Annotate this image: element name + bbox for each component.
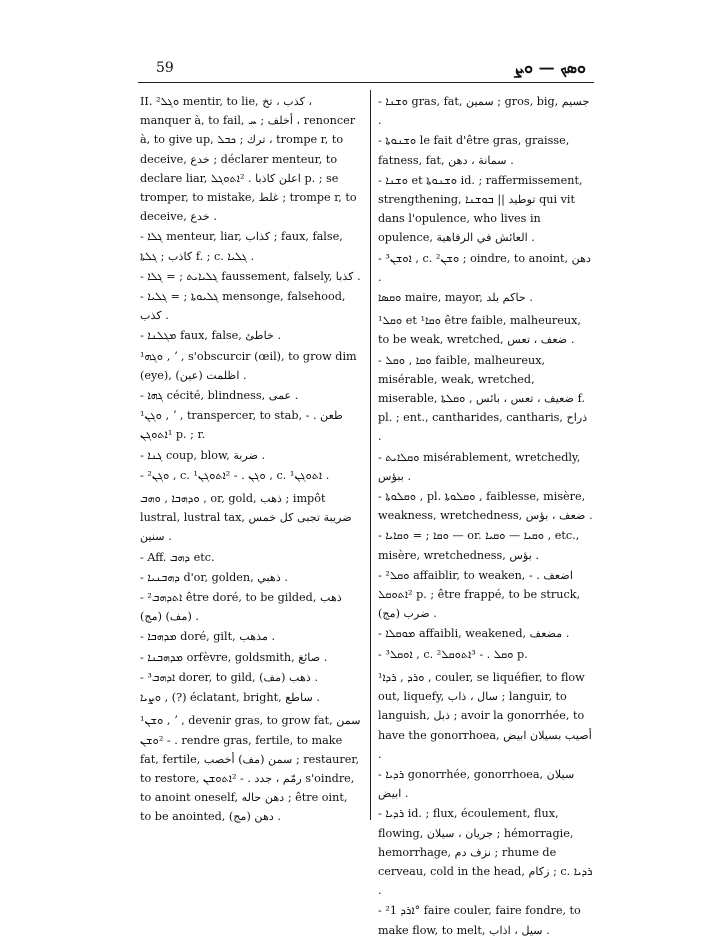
dictionary-entry: - ܓܗܐ cécité, blindness, عمى . (140, 389, 299, 403)
dictionary-entry: ܘܕܗܒܐ , ܘܗܒ , or, gold, ذهب ; impôt lustral, lustral tax, ضريبة تجبى كل خمس سنين . (140, 492, 352, 544)
dictionary-entry: ¹ܘܓܢ , ʼ , transpercer, to stab, طعن . - ¹ܐܬܘܓܢ p. ; r. (140, 409, 343, 442)
page-number: 59 (156, 60, 174, 76)
dictionary-entry: - ³ܐܘܫܢ , c. ²ܘܫܢ ; oindre, to anoint, دهن . (378, 251, 592, 284)
dictionary-entry: - ²ܐܪܕ 1° faire couler, faire fondre, to make flow, to melt, سيل ، اذاب . (378, 904, 581, 937)
dictionary-entry: ܘܩܣܐ maire, mayor, حاكم بلد . (378, 291, 533, 305)
dictionary-entry: - ܓܠܐ menteur, liar, كذاب ; faux, false, كاذب ; ܓܠܬܐ f. ; c. ܓܠܝܐ . (140, 230, 343, 263)
dictionary-entry: - Aff. ܕܗܒ etc. (140, 550, 215, 564)
dictionary-entry: ܘܨܝܐ , (?) éclatant, bright, ساطع . (140, 691, 320, 705)
dictionary-entry: - ܘܫܢܐ gras, fat, سمين ; gros, big, جسيم . (378, 95, 590, 128)
running-head: ܘܣܟ — ܘܨ (514, 58, 586, 77)
dictionary-entry: - ܘܩܐ , ܘܩܠ faible, malheureux, misérable, weak, wretched, miserable, ضعيف ، تعس ، بائس , ܘܩܠܬܐ f. pl. ; ent., cantharides, cantharis, ذراح . (378, 353, 588, 444)
dictionary-entry: - ܘܩܐ ; = ܘܩܐܝܐ — or. ܘܩܝܐ — ܘܩܝܐ , etc., misère, wretchedness, بؤس . (378, 529, 580, 562)
dictionary-entry: ¹ܘܓܗ , ʼ , s'obscurcir (œil), to grow dim (eye), اظلمت (عين) . (140, 349, 357, 382)
dictionary-entry: - ³ܐܕܗܒ dorer, to gild, ذهب (مف) . (140, 670, 319, 684)
dictionary-entry: ¹ܘܪܕ , ܪܕܐ , couler, se liquéfier, to flow out, liquefy, سال ، ذاب ; languir, to languish, ذبل ; avoir la gonorrhée, to have the gonorrhoea, أصيب بسيلان ابيض . (378, 670, 592, 761)
dictionary-entry: - ܡܘܩܠܐ affaibli, weakened, مضعف . (378, 627, 570, 641)
dictionary-entry: - ܘܫܢܘܬܐ le fait d'être gras, graisse, fatness, fat, سمانة ، دهن . (378, 134, 570, 167)
dictionary-entry: - ²ܐܬܕܗܒ être doré, to be gilded, ذهب (مف) (مج) . (140, 591, 342, 624)
dictionary-entry: - ܪܕܝܐ gonorrhée, gonorrhoea, سيلان ابيض . (378, 767, 575, 801)
page-header (150, 58, 586, 82)
dictionary-entry: - ܡܕܗܒܢܐ orfèvre, goldsmith, صائغ . (140, 650, 328, 664)
header-rule (138, 82, 594, 83)
dictionary-entry: - ܡܕܗܒܐ doré, gilt, مذهب . (140, 630, 276, 644)
dictionary-entry: - ܓܠܝܘܬܐ ; = ܓܠܝܐ mensonge, falsehood, كذب . (140, 290, 346, 323)
dictionary-entry: - ²ܘܩܠ affaiblir, to weaken, اضعف . - ²ܐܬܘܩܠ p. ; être frappé, to be struck, ضرب (مج) . (378, 568, 581, 621)
dictionary-entry: ¹ܘܩܠ et ¹ܘܩܐ être faible, malheureux, to be weak, wretched, ضعف ، تعس . (378, 314, 581, 347)
right-column (378, 92, 594, 941)
dictionary-entry: II. ²ܘܓܠ mentir, to lie, كذب ، تخ ، manquer à, to fail, أخلف ; ܚ ، renoncer à, to give up, ترك ; ܟܒܠ ، trompe r, to deceive, خدع ; déclarer menteur, to declare liar, اعلن كاذبا . ²ܐܬܘܓܠ p. ; se tromper, to mistake, غلط ; trompe r, to deceive, خدع . (140, 95, 357, 224)
dictionary-entry: - ܡܓܠܢܐ faux, false, خاطئ . (140, 329, 282, 343)
dictionary-entry: - ܘܫܢܐ et ܘܫܢܘܬܐ id. ; raffermissement, strengthening, توطيد || ܒܘܫܢܐ qui vit dans l'opulence, who lives in opulence, العائش في الرفاهية . (378, 173, 583, 245)
dictionary-entry: ¹ܘܫܢ , ʼ , devenir gras, to grow fat, سمن . - ²ܘܫܢ rendre gras, fertile, to make fat, fertile, سمن (مف) أخصب ; restaurer, to restore, رمّم ، جدد . - ²ܐܬܘܫܢ s'oindre, to anoint oneself, دهن حاله ; être oint, to be anointed, دهن (مج) . (140, 714, 361, 824)
dictionary-entry: - ܓܢܐ coup, blow, ضربة . (140, 448, 266, 462)
dictionary-entry: - ܕܗܒܢܝܐ d'or, golden, ذهبي . (140, 570, 288, 584)
dictionary-entry: - ܪܕܝܐ id. ; flux, écoulement, flux, flowing, جريان ، سيلان ; hémorragie, hemorrhage, نزف دم ; rhume de cerveau, cold in the head, زكام ; c. ܪܕܝܐ . (378, 807, 593, 898)
dictionary-entry: - ³ܐܘܩܠ , c. ²ܘܩܠ . - ³ܐܬܘܩܠ p. (378, 647, 528, 661)
left-column (140, 92, 362, 828)
dictionary-entry: - ܘܩܠܘܬܐ , pl. ܘܩܠܘܬܐ , faiblesse, misère, weakness, wretchedness, ضعف ، بؤس . (378, 490, 593, 523)
dictionary-entry: - ܓܠܝܐܝܬ ; = ܓܠܐ faussement, falsely, كذبا . (140, 269, 361, 283)
column-divider (370, 90, 371, 820)
dictionary-entry: - ܘܩܠܐܝܬ misérablement, wretchedly, ببؤس . (378, 450, 581, 483)
dictionary-entry: - ²ܘܓܢ , c. ¹ܘܓܢ . - ²ܐܬܘܓܢ , c. ¹ܐܬܘܓܢ . (140, 468, 330, 482)
